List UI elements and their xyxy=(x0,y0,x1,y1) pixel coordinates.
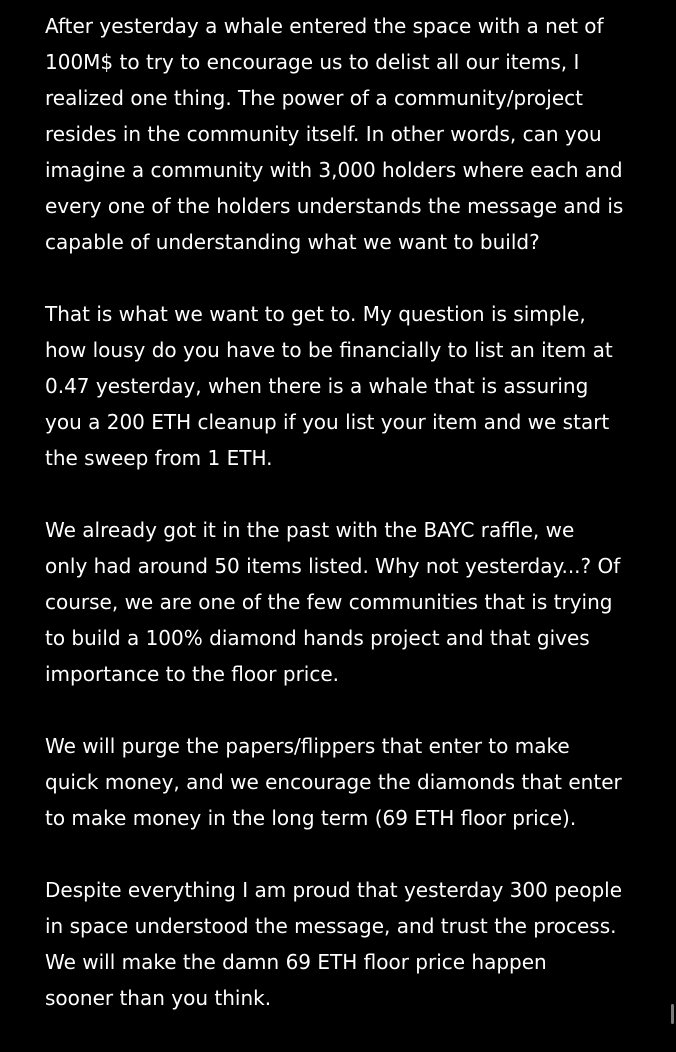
note-paragraph: We will purge the papers/flippers that enter to make quick money, and we encourage the diamonds that enter to make money in the long term (69 ETH floor price). xyxy=(45,734,622,830)
note-paragraph: That is what we want to get to. My question is simple, how lousy do you have to be financially to list an item at 0.47 yesterday, when there is a whale that is assuring you a 200 ETH cleanup if you list your item and we start the sweep from 1 ETH. xyxy=(45,302,613,470)
scroll-indicator[interactable] xyxy=(671,1004,674,1024)
note-paragraph: After yesterday a whale entered the space with a net of 100M$ to try to encourage us to delist all our items, I realized one thing. The power of a community/project resides in the community itself. In other words, can you imagine a community with 3,000 holders where each and every one of the holders understands the message and is capable of understanding what we want to build? xyxy=(45,14,624,254)
note-body xyxy=(45,8,645,1052)
note-paragraph: We already got it in the past with the BAYC raffle, we only had around 50 items listed. Why not yesterday...? Of course, we are one of the few communities that is trying to build a 100% diamond hands project and that gives importance to the floor price. xyxy=(45,518,621,686)
note-paragraph: Despite everything I am proud that yesterday 300 people in space understood the message, and trust the process. We will make the damn 69 ETH floor price happen sooner than you think. xyxy=(45,878,623,1010)
